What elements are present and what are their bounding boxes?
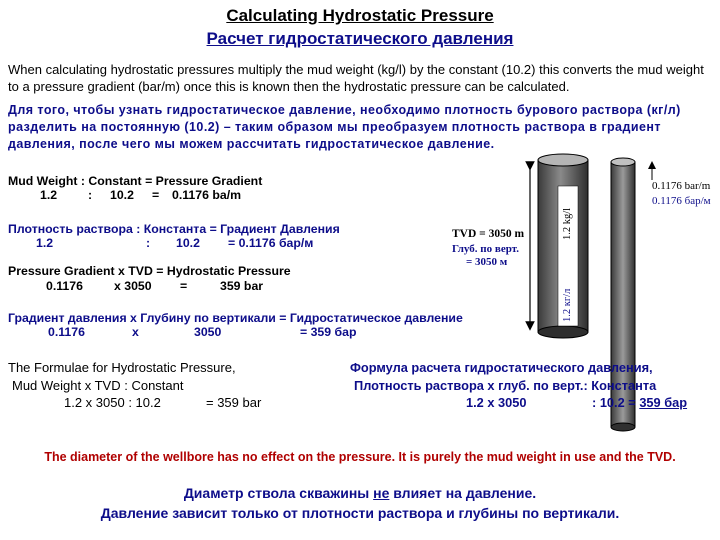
formula-4-op: x — [132, 325, 139, 339]
note-russian — [0, 483, 720, 523]
formula-3-a: 0.1176 — [46, 279, 83, 293]
formula-3-b: x 3050 — [114, 279, 152, 293]
formula-3-result: 359 bar — [220, 279, 264, 293]
summary-ru-line-3a: 1.2 x 3050 — [466, 395, 527, 410]
formula-1-result: 0.1176 ba/m — [172, 188, 242, 202]
formula-2-heading: Плотность раствора : Константа = Градиент Давления — [8, 222, 340, 236]
note-russian-line-1 — [0, 483, 720, 503]
title-russian: Расчет гидростатического давления — [206, 29, 514, 48]
formula-1-op: : — [88, 188, 93, 202]
tvd-en-label: TVD = 3050 m — [452, 228, 525, 240]
mud-weight-en-label: 1.2 kg/l — [562, 207, 573, 240]
gradient-ru-label: 0.1176 бар/м — [652, 195, 711, 207]
formula-1-a: 1.2 — [40, 188, 58, 202]
mud-weight-ru-label: 1.2 кг/л — [562, 288, 573, 322]
formula-1-eq: = — [152, 188, 160, 202]
note-english: The diameter of the wellbore has no effect on the pressure. It is purely the mud weight in use and the TVD. — [44, 450, 676, 464]
formula-4-a: 0.1176 — [48, 325, 85, 339]
title-english: Calculating Hydrostatic Pressure — [226, 6, 494, 25]
formula-2-a: 1.2 — [36, 236, 54, 250]
formula-4-b: 3050 — [194, 325, 222, 339]
formula-4-result: = 359 бар — [300, 325, 357, 339]
intro-english: When calculating hydrostatic pressures multiply the mud weight (kg/l) by the constant (10.2) this converts the mud weight to a pressure gradient (bar/m) once this is known then the hydrostatic pressure can be calculated. — [8, 62, 704, 94]
summary-ru-line-3b — [592, 395, 687, 410]
tvd-ru-label-2: = 3050 м — [466, 256, 508, 268]
summary-ru-line-2: Плотность раствора x глуб. по верт.: Константа — [354, 378, 657, 393]
note-ru-post: влияет на давление. — [389, 485, 537, 501]
summary-ru-line-3b-text: : 10.2 = — [592, 395, 640, 410]
summary-ru-result: 359 бар — [639, 395, 688, 410]
note-russian-line-2: Давление зависит только от плотности раствора и глубины по вертикали. — [100, 505, 620, 521]
summary-en-line-2: Mud Weight x TVD : Constant — [12, 378, 184, 393]
gradient-en-label: 0.1176 bar/m — [652, 180, 711, 192]
summary-en-line-3a: 1.2 x 3050 : 10.2 — [64, 395, 161, 410]
formula-2-b: 10.2 — [176, 236, 200, 250]
formula-1-heading: Mud Weight : Constant = Pressure Gradient — [8, 174, 263, 188]
summary-en-line-3b: = 359 bar — [206, 395, 262, 410]
formula-4-heading: Градиент давления x Глубину по вертикали = Гидростатическое давление — [8, 311, 463, 325]
formula-2-op: : — [146, 236, 151, 250]
intro-russian: Для того, чтобы узнать гидростатическое давление, необходимо плотность бурового раствора (кг/л) разделить на постоянную (10.2) – таким образом мы преобразуем плотность раствора в градиент давления, после чего мы можем рассчитать гидростатическое давление. — [8, 103, 681, 151]
formula-3-heading: Pressure Gradient x TVD = Hydrostatic Pressure — [8, 264, 291, 278]
formula-1-b: 10.2 — [110, 188, 134, 202]
summary-en-line-1: The Formulae for Hydrostatic Pressure, — [8, 360, 236, 375]
tvd-ru-label-1: Глуб. по верт. — [452, 243, 519, 255]
formula-3-eq: = — [180, 279, 188, 293]
note-ru-pre: Диаметр ствола скважины — [183, 485, 374, 501]
note-ru-ne: не — [373, 485, 390, 501]
formula-2-result: = 0.1176 бар/м — [228, 236, 314, 250]
summary-ru-line-1: Формула расчета гидростатического давления, — [350, 360, 653, 375]
